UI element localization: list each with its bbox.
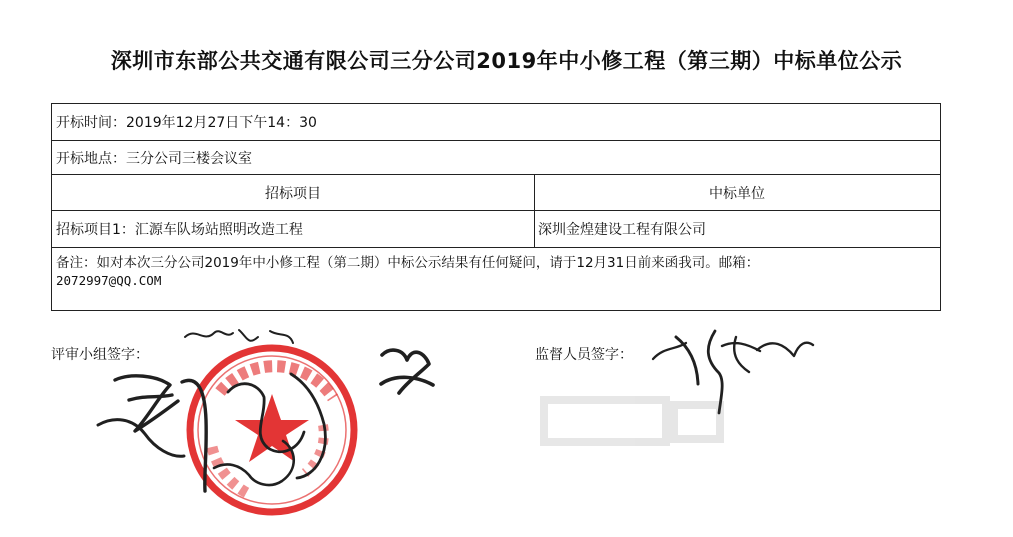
supervisor-signature-label: 监督人员签字：	[535, 347, 633, 363]
bid-open-time: 开标时间：2019年12月27日下午14：30	[56, 115, 317, 131]
header-winner-cell	[534, 175, 940, 210]
bid-open-time-row	[52, 104, 940, 141]
supervisor-signature	[653, 331, 813, 413]
header-project: 招标项目	[265, 185, 321, 202]
header-project-cell	[52, 175, 534, 210]
bid-open-place: 开标地点：三分公司三楼会议室	[56, 150, 252, 167]
review-group-signature-label: 评审小组签字：	[51, 347, 149, 363]
winner-name: 深圳金煌建设工程有限公司	[538, 222, 706, 238]
project-cell	[52, 211, 534, 247]
bid-open-place-row	[52, 141, 940, 175]
stamp-star-icon	[235, 394, 309, 462]
header-winner: 中标单位	[709, 185, 765, 202]
project-name: 招标项目1：汇源车队场站照明改造工程	[56, 222, 303, 238]
note-row	[52, 248, 940, 312]
table-row	[52, 211, 940, 248]
company-stamp	[190, 348, 354, 512]
note-text	[56, 254, 926, 290]
document-title: 深圳市东部公共交通有限公司三分公司2019年中小修工程（第三期）中标单位公示	[110, 49, 903, 73]
faint-stamp-ghosts	[544, 400, 720, 442]
table-header-row	[52, 175, 940, 211]
note-body: 备注：如对本次三分公司2019年中小修工程（第二期）中标公示结果有任何疑问，请于12月31日前来函我司。邮箱：	[56, 255, 760, 271]
note-email: 2072997@QQ.COM	[56, 273, 162, 288]
winner-cell	[534, 211, 940, 247]
bid-result-table	[51, 103, 941, 311]
